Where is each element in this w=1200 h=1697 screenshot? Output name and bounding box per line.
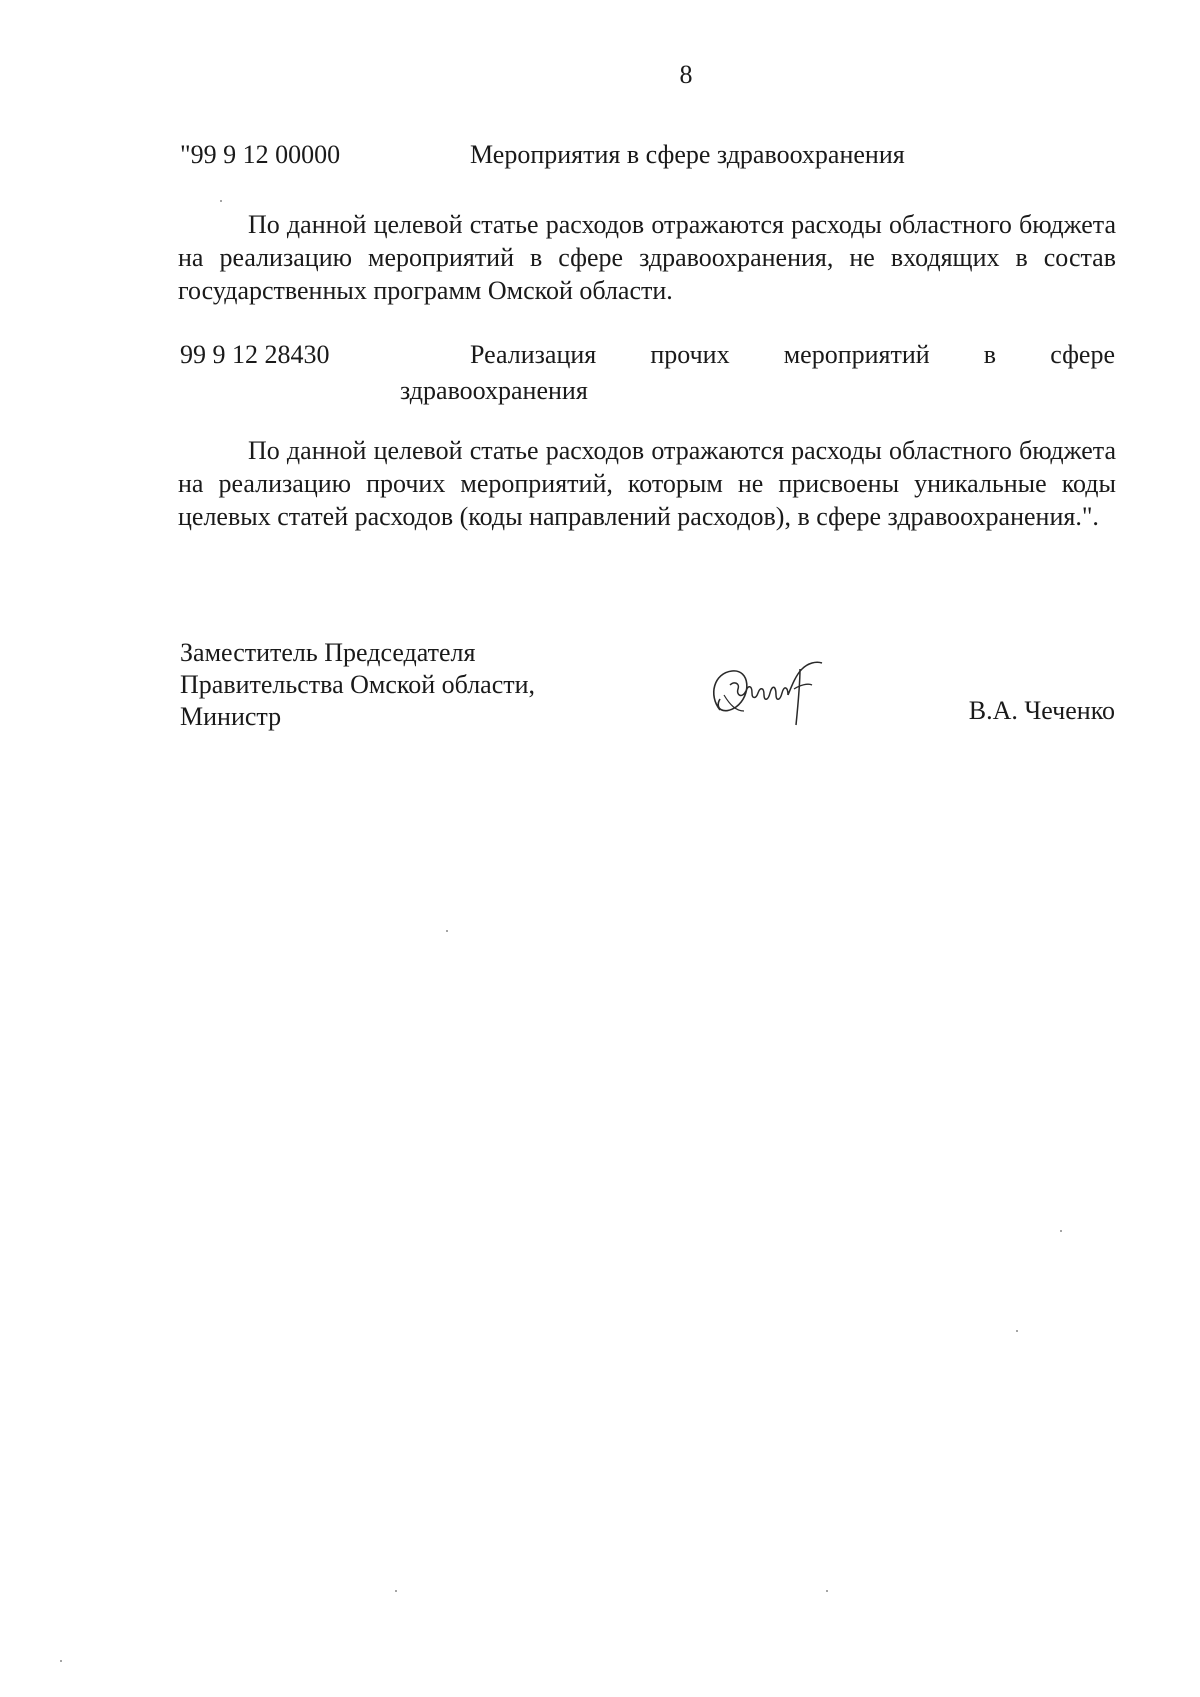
scan-speck	[1060, 1230, 1062, 1232]
position-line-2: Правительства Омской области,	[180, 670, 536, 699]
expense-title-2-line2: здравоохранения	[400, 376, 588, 405]
scan-speck	[446, 930, 448, 932]
signatory-name: В.А. Чеченко	[968, 696, 1115, 725]
description-paragraph-1: По данной целевой статье расходов отражаются расходы областного бюджета на реализацию мероприятий в сфере здравоохранения, не входящих в состав государственных программ Омской области.	[178, 210, 1116, 305]
scan-speck	[220, 200, 222, 202]
expense-entry-2	[180, 340, 1115, 420]
signatory-position	[180, 637, 535, 733]
description-paragraph-2: По данной целевой статье расходов отражаются расходы областного бюджета на реализацию прочих мероприятий, которым не присвоены уникальные коды целевых статей расходов (коды направлений расходов), в сфере здравоохранения.".	[178, 436, 1116, 531]
scan-speck	[395, 1590, 397, 1592]
scan-speck	[826, 1590, 828, 1592]
expense-title-1: Мероприятия в сфере здравоохранения	[470, 140, 905, 169]
handwritten-signature	[700, 655, 840, 735]
expense-code-1: "99 9 12 00000	[180, 140, 341, 169]
scan-speck	[1016, 1330, 1018, 1332]
expense-title-2-line1: Реализация прочих мероприятий в сфере	[470, 340, 1115, 369]
scan-speck	[60, 1660, 62, 1662]
expense-code-2: 99 9 12 28430	[180, 340, 330, 369]
position-line-3: Министр	[180, 702, 282, 731]
position-line-1: Заместитель Председателя	[180, 638, 476, 667]
page-number: 8	[679, 60, 693, 89]
expense-entry-1	[180, 140, 1115, 180]
